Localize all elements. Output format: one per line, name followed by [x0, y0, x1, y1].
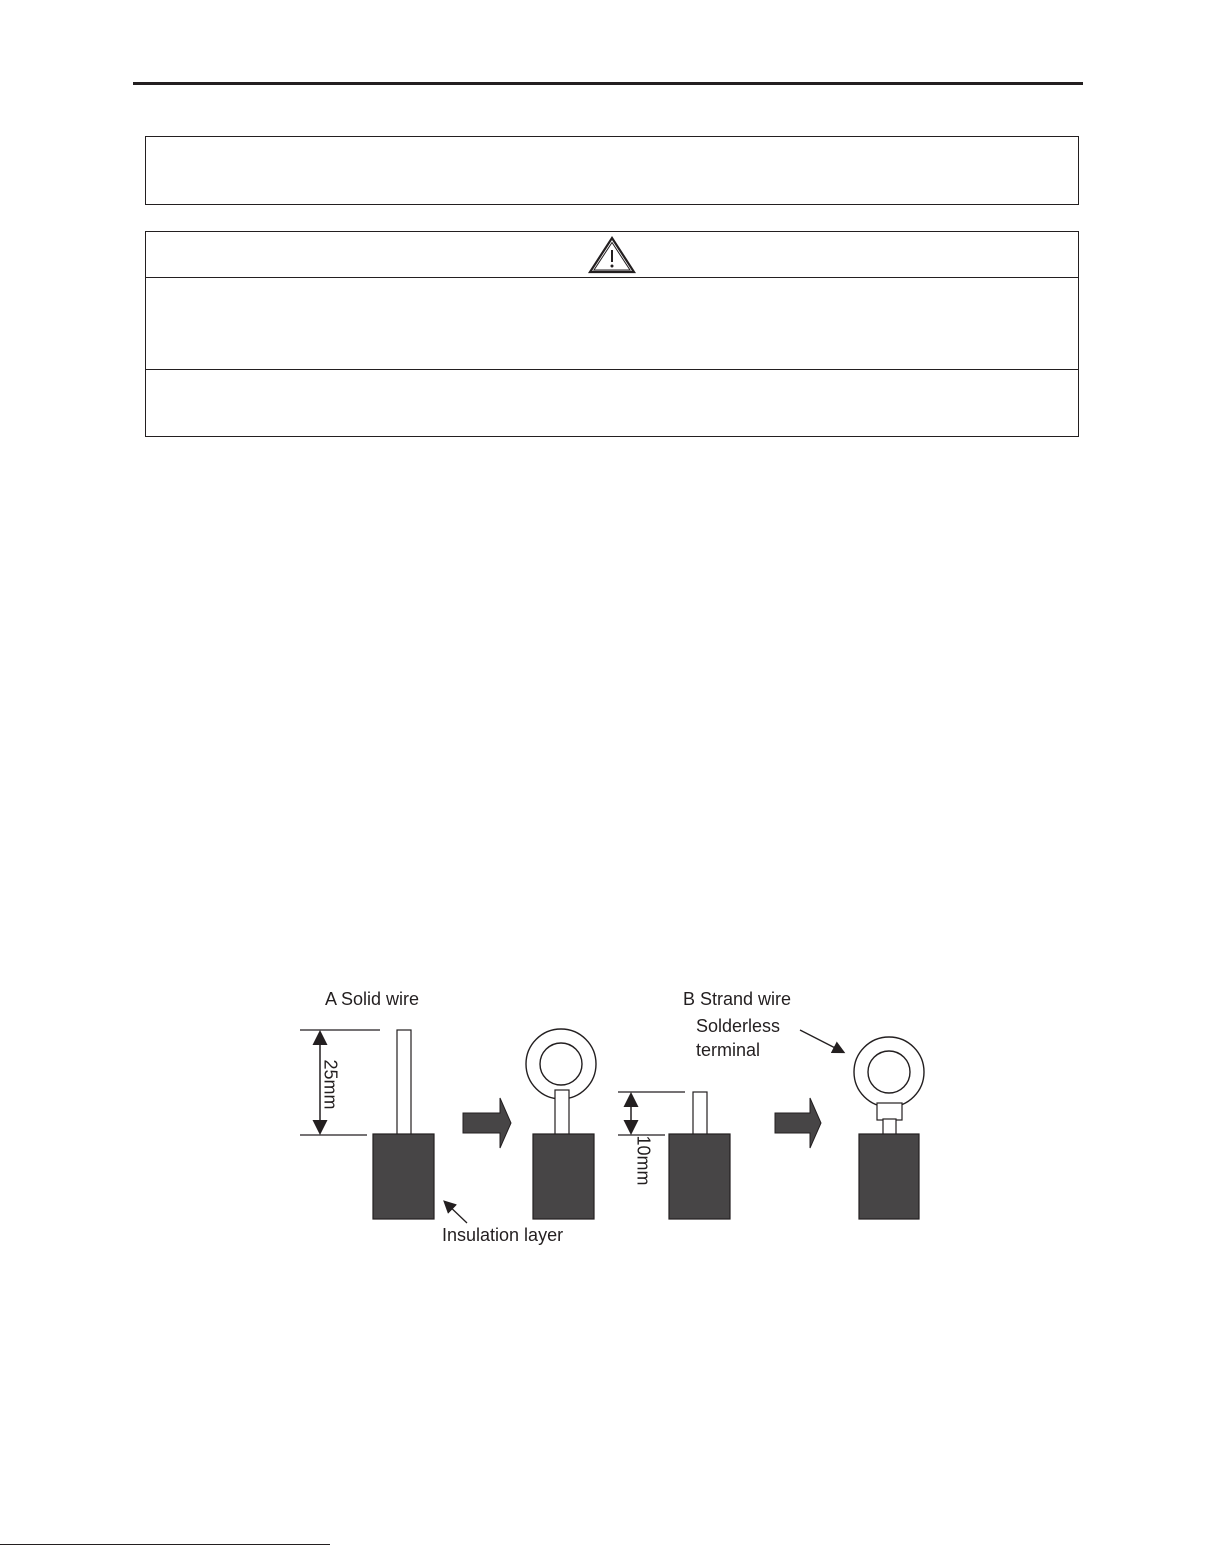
wire-preparation-figure — [290, 980, 950, 1255]
label-insulation-layer: Insulation layer — [442, 1225, 564, 1245]
process-arrow-2 — [775, 1098, 821, 1148]
header-rule — [133, 82, 1083, 85]
warning-triangle-icon — [587, 235, 637, 275]
warning-row-2 — [146, 370, 1078, 436]
dimension-25mm: 25mm — [320, 1059, 341, 1110]
label-solid-wire: A Solid wire — [325, 989, 420, 1009]
dimension-10mm: 10mm — [633, 1135, 654, 1186]
note-box — [145, 136, 1079, 205]
solid-wire-ring — [526, 1029, 596, 1219]
warning-box — [145, 231, 1079, 437]
footer-rule — [0, 1544, 330, 1545]
warning-header — [146, 232, 1078, 278]
wire-diagram — [290, 980, 950, 1255]
warning-row-1 — [146, 277, 1078, 370]
process-arrow-1 — [463, 1098, 511, 1148]
label-terminal: terminal — [696, 1040, 761, 1060]
label-strand-wire: B Strand wire — [683, 989, 792, 1009]
label-solderless: Solderless — [696, 1016, 781, 1036]
